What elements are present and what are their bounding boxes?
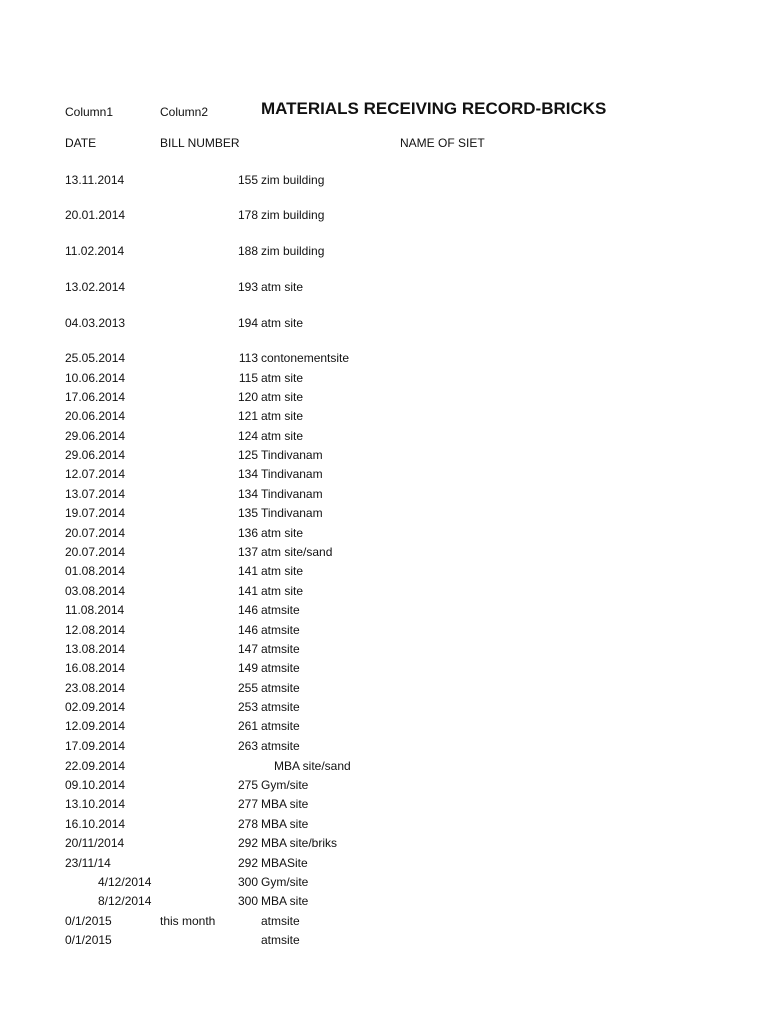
site-name-cell: MBA site/briks bbox=[261, 836, 338, 850]
table-row bbox=[0, 641, 768, 657]
site-name-cell: MBA site bbox=[261, 817, 309, 831]
site-name-cell: atmsite bbox=[261, 739, 300, 753]
bill-number-cell: 147 bbox=[237, 642, 258, 656]
table-row bbox=[0, 699, 768, 715]
site-name-cell: atm site bbox=[261, 564, 304, 578]
site-name-cell: atmsite bbox=[261, 914, 300, 928]
table-row bbox=[0, 583, 768, 599]
date-cell: 04.03.2013 bbox=[65, 316, 126, 330]
date-cell: 12.07.2014 bbox=[65, 467, 126, 481]
date-cell: 10.06.2014 bbox=[65, 371, 126, 385]
date-cell: 20.07.2014 bbox=[65, 526, 126, 540]
bill-number-cell: 193 bbox=[237, 280, 258, 294]
column1-header: Column1 bbox=[65, 105, 114, 119]
bill-number-cell: 178 bbox=[237, 208, 258, 222]
date-cell: 0/1/2015 bbox=[65, 914, 112, 928]
date-cell: 25.05.2014 bbox=[65, 351, 126, 365]
date-cell: 17.06.2014 bbox=[65, 390, 126, 404]
date-cell: 11.08.2014 bbox=[65, 603, 125, 617]
site-name-cell: atm site bbox=[261, 409, 304, 423]
bill-number-cell: 149 bbox=[237, 661, 258, 675]
column2-header: Column2 bbox=[160, 105, 209, 119]
site-name-cell: atm site bbox=[261, 429, 304, 443]
bill-number-cell: 121 bbox=[237, 409, 258, 423]
table-row bbox=[0, 486, 768, 502]
bill-number-cell: 141 bbox=[237, 564, 258, 578]
date-cell: 0/1/2015 bbox=[65, 933, 112, 947]
site-name-header: NAME OF SIET bbox=[400, 136, 485, 150]
table-row bbox=[0, 447, 768, 463]
date-cell: 17.09.2014 bbox=[65, 739, 126, 753]
site-name-cell: zim building bbox=[261, 244, 325, 258]
date-cell: 19.07.2014 bbox=[65, 506, 126, 520]
table-row bbox=[0, 718, 768, 734]
bill-number-cell: this month bbox=[160, 914, 216, 928]
bill-number-cell: 136 bbox=[237, 526, 258, 540]
date-cell: 02.09.2014 bbox=[65, 700, 126, 714]
table-row bbox=[0, 207, 768, 223]
table-row bbox=[0, 315, 768, 331]
date-cell: 11.02.2014 bbox=[65, 244, 125, 258]
table-row bbox=[0, 466, 768, 482]
bill-number-cell: 134 bbox=[237, 467, 258, 481]
site-name-cell: Tindivanam bbox=[261, 506, 323, 520]
table-row bbox=[0, 680, 768, 696]
table-row bbox=[0, 777, 768, 793]
table-row bbox=[0, 563, 768, 579]
table-row bbox=[0, 279, 768, 295]
bill-number-cell: 146 bbox=[237, 623, 258, 637]
page-title: MATERIALS RECEIVING RECORD-BRICKS bbox=[261, 99, 607, 118]
bill-number-cell: 134 bbox=[237, 487, 258, 501]
site-name-cell: atm site/sand bbox=[261, 545, 333, 559]
bill-number-cell: 124 bbox=[237, 429, 258, 443]
bill-number-cell: 146 bbox=[237, 603, 258, 617]
table-row bbox=[0, 172, 768, 188]
site-name-cell: atm site bbox=[261, 526, 304, 540]
bill-number-cell: 188 bbox=[237, 244, 258, 258]
bill-number-cell: 141 bbox=[237, 584, 258, 598]
bill-number-cell: 263 bbox=[237, 739, 258, 753]
date-cell: 13.07.2014 bbox=[65, 487, 126, 501]
date-cell: 22.09.2014 bbox=[65, 759, 126, 773]
date-cell: 23.08.2014 bbox=[65, 681, 126, 695]
bill-number-cell: 125 bbox=[237, 448, 258, 462]
table-row bbox=[0, 738, 768, 754]
bill-number-cell: 292 bbox=[237, 836, 258, 850]
bill-number-cell: 300 bbox=[237, 875, 258, 889]
site-name-cell: zim building bbox=[261, 208, 325, 222]
site-name-cell: MBA site/sand bbox=[274, 759, 351, 773]
date-header: DATE bbox=[65, 136, 97, 150]
site-name-cell: atm site bbox=[261, 584, 304, 598]
date-cell: 13.11.2014 bbox=[65, 173, 125, 187]
date-cell: 20/11/2014 bbox=[65, 836, 125, 850]
table-row bbox=[0, 835, 768, 851]
date-cell: 20.01.2014 bbox=[65, 208, 126, 222]
table-row bbox=[0, 796, 768, 812]
table-row bbox=[0, 602, 768, 618]
site-name-cell: contonementsite bbox=[261, 351, 350, 365]
site-name-cell: atmsite bbox=[261, 623, 300, 637]
site-name-cell: Tindivanam bbox=[261, 487, 323, 501]
table-row bbox=[0, 544, 768, 560]
bill-number-cell: 253 bbox=[237, 700, 258, 714]
site-name-cell: atmsite bbox=[261, 642, 300, 656]
bill-number-cell: 278 bbox=[237, 817, 258, 831]
bill-number-cell: 255 bbox=[237, 681, 258, 695]
table-row bbox=[0, 622, 768, 638]
bill-number-cell: 194 bbox=[237, 316, 258, 330]
date-cell: 12.09.2014 bbox=[65, 719, 126, 733]
bill-number-cell: 155 bbox=[237, 173, 258, 187]
date-cell: 12.08.2014 bbox=[65, 623, 126, 637]
date-cell: 29.06.2014 bbox=[65, 448, 126, 462]
site-name-cell: Tindivanam bbox=[261, 448, 323, 462]
site-name-cell: Gym/site bbox=[261, 778, 309, 792]
site-name-cell: atmsite bbox=[261, 933, 300, 947]
bill-number-cell: 113 bbox=[238, 351, 258, 365]
table-row bbox=[0, 816, 768, 832]
table-row bbox=[0, 893, 768, 909]
date-cell: 29.06.2014 bbox=[65, 429, 126, 443]
date-cell: 20.07.2014 bbox=[65, 545, 126, 559]
site-name-cell: atmsite bbox=[261, 700, 300, 714]
table-row bbox=[0, 428, 768, 444]
date-cell: 01.08.2014 bbox=[65, 564, 126, 578]
date-cell: 8/12/2014 bbox=[98, 894, 152, 908]
table-row bbox=[0, 758, 768, 774]
table-row bbox=[0, 855, 768, 871]
bill-number-cell: 261 bbox=[237, 719, 258, 733]
bill-number-cell: 137 bbox=[237, 545, 258, 559]
table-row bbox=[0, 525, 768, 541]
site-name-cell: MBA site bbox=[261, 797, 309, 811]
site-name-cell: atmsite bbox=[261, 719, 300, 733]
table-row bbox=[0, 913, 768, 929]
site-name-cell: atmsite bbox=[261, 661, 300, 675]
site-name-cell: atm site bbox=[261, 371, 304, 385]
table-row bbox=[0, 350, 768, 366]
bill-number-cell: 115 bbox=[238, 371, 258, 385]
bill-number-cell: 120 bbox=[237, 390, 258, 404]
site-name-cell: zim building bbox=[261, 173, 325, 187]
date-cell: 23/11/14 bbox=[65, 856, 111, 870]
table-row bbox=[0, 874, 768, 890]
date-cell: 13.08.2014 bbox=[65, 642, 126, 656]
date-cell: 16.08.2014 bbox=[65, 661, 126, 675]
site-name-cell: atmsite bbox=[261, 681, 300, 695]
bill-number-cell: 277 bbox=[237, 797, 258, 811]
table-row bbox=[0, 389, 768, 405]
site-name-cell: atmsite bbox=[261, 603, 300, 617]
site-name-cell: Gym/site bbox=[261, 875, 309, 889]
table-row bbox=[0, 370, 768, 386]
site-name-cell: atm site bbox=[261, 390, 304, 404]
bill-number-cell: 300 bbox=[237, 894, 258, 908]
table-row bbox=[0, 408, 768, 424]
table-row bbox=[0, 932, 768, 948]
bill-number-cell: 292 bbox=[237, 856, 258, 870]
site-name-cell: atm site bbox=[261, 280, 304, 294]
bill-number-cell: 135 bbox=[237, 506, 258, 520]
table-row bbox=[0, 243, 768, 259]
date-cell: 03.08.2014 bbox=[65, 584, 126, 598]
date-cell: 09.10.2014 bbox=[65, 778, 126, 792]
date-cell: 13.02.2014 bbox=[65, 280, 126, 294]
site-name-cell: atm site bbox=[261, 316, 304, 330]
bill-number-cell: 275 bbox=[237, 778, 258, 792]
site-name-cell: Tindivanam bbox=[261, 467, 323, 481]
bill-number-header: BILL NUMBER bbox=[160, 136, 240, 150]
date-cell: 4/12/2014 bbox=[98, 875, 152, 889]
table-row bbox=[0, 660, 768, 676]
site-name-cell: MBASite bbox=[261, 856, 308, 870]
date-cell: 13.10.2014 bbox=[65, 797, 126, 811]
date-cell: 20.06.2014 bbox=[65, 409, 126, 423]
table-row bbox=[0, 505, 768, 521]
date-cell: 16.10.2014 bbox=[65, 817, 126, 831]
site-name-cell: MBA site bbox=[261, 894, 309, 908]
